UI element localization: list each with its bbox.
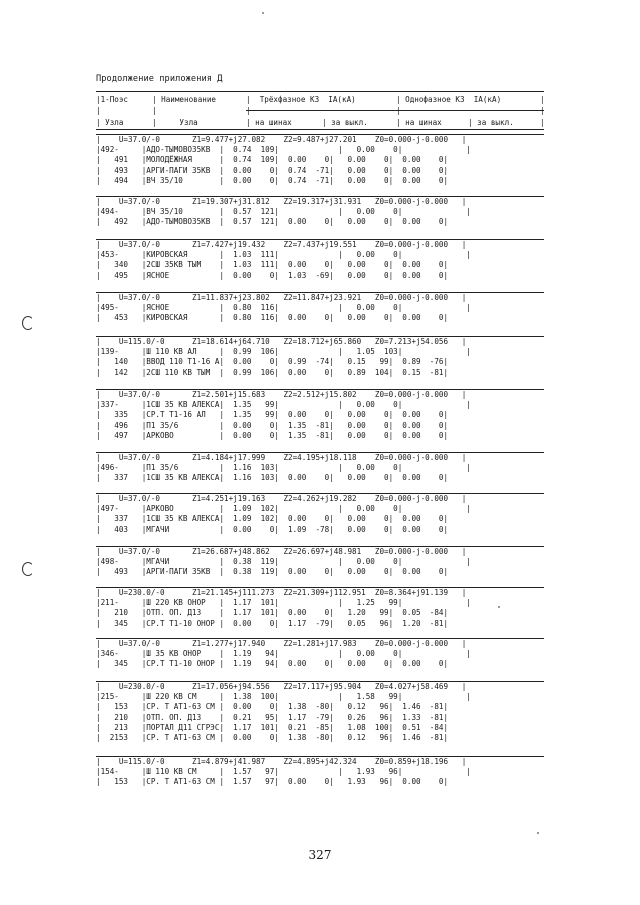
block-row: |495- |ЯСНОЕ | 0.80 116| | 0.00 0| | bbox=[96, 303, 471, 313]
block-params-line: | U=37.0/-0 Z1=26.687+j48.862 Z2=26.697+j48.981 Z0=0.000-j-0.000 | bbox=[96, 547, 467, 556]
fault-block bbox=[96, 292, 544, 324]
header-3ph-breaker: | за выкл. bbox=[322, 118, 368, 127]
fault-block bbox=[96, 452, 544, 484]
header-r2-a: | bbox=[96, 106, 101, 115]
fault-block bbox=[96, 389, 544, 441]
scan-speck bbox=[537, 832, 539, 834]
block-params-line: | U=37.0/-0 Z1=4.251+j19.163 Z2=4.262+j19.282 Z0=0.000-j-0.000 | bbox=[96, 494, 467, 503]
header-single-phase: | Однофазное КЗ IA(кА) bbox=[396, 95, 502, 104]
block-row: | 153 |СР. Т АТ1-63 СМ | 1.57 97| 0.00 0| 1.93 96| 0.00 0| bbox=[96, 777, 449, 787]
block-row: | 494 |ВЧ 35/10 | 0.00 0| 0.74 -71| 0.00 0| 0.00 0| bbox=[96, 175, 449, 185]
block-row: |215- |Ш 220 КВ СМ | 1.38 100| | 1.58 99| | bbox=[96, 692, 471, 702]
block-params-line: | U=37.0/-0 Z1=4.184+j17.999 Z2=4.195+j18.118 Z0=0.000-j-0.000 | bbox=[96, 453, 467, 462]
header-node-label: | Узла bbox=[96, 118, 124, 127]
header-1ph-busbar: | на шинах bbox=[396, 118, 442, 127]
fault-block bbox=[96, 756, 544, 788]
header-top-rule bbox=[96, 91, 544, 92]
block-row: | 492 |АДО-ТЫМОВО35КВ | 0.57 121| 0.00 0| 0.00 0| 0.00 0| bbox=[96, 217, 449, 227]
header-node-col: |1-Поэс bbox=[96, 95, 129, 104]
header-r2-b: | bbox=[152, 106, 157, 115]
block-row: |494- |ВЧ 35/10 | 0.57 121| | 0.00 0| | bbox=[96, 207, 471, 217]
block-row: | 493 |АРГИ-ПАГИ 35КВ | 0.00 0| 0.74 -71| 0.00 0| 0.00 0| bbox=[96, 165, 449, 175]
header-bottom-rule bbox=[96, 129, 544, 130]
block-row: | 337 |1СШ 35 КВ АЛЕКСА| 1.16 103| 0.00 0| 0.00 0| 0.00 0| bbox=[96, 473, 449, 483]
header-edge: | bbox=[540, 95, 545, 104]
fault-block bbox=[96, 638, 544, 670]
block-row: | 496 |П1 35/6 | 0.00 0| 1.35 -81| 0.00 0| 0.00 0| bbox=[96, 420, 449, 430]
block-row: |453- |КИРОВСКАЯ | 1.03 111| | 0.00 0| | bbox=[96, 250, 471, 260]
block-params-line: | U=230.0/-0 Z1=17.056+j94.556 Z2=17.117+j95.904 Z0=4.027+j58.469 | bbox=[96, 682, 467, 691]
scan-speck bbox=[498, 606, 500, 608]
block-params-line: | U=37.0/-0 Z1=9.477+j27.082 Z2=9.487+j27.201 Z0=0.000-j-0.000 | bbox=[96, 135, 467, 144]
scan-speck bbox=[262, 12, 264, 14]
block-row: | 340 |2СШ 35КВ ТЫМ | 1.03 111| 0.00 0| 0.00 0| 0.00 0| bbox=[96, 260, 449, 270]
block-row: | 210 |ОТП. ОП. Д13 | 0.21 95| 1.17 -79| 0.26 96| 1.33 -81| bbox=[96, 712, 449, 722]
fault-block bbox=[96, 336, 544, 378]
block-row: | 345 |СР.Т Т1-10 ОНОР | 1.19 94| 0.00 0| 0.00 0| 0.00 0| bbox=[96, 659, 449, 669]
block-params-line: | U=37.0/-0 Z1=19.307+j31.812 Z2=19.317+j31.931 Z0=0.000-j-0.000 | bbox=[96, 197, 467, 206]
block-params-line: | U=37.0/-0 Z1=1.277+j17.940 Z2=1.281+j17.983 Z0=0.000-j-0.000 | bbox=[96, 639, 467, 648]
block-row: | 495 |ЯСНОЕ | 0.00 0| 1.03 -69| 0.00 0| 0.00 0| bbox=[96, 270, 449, 280]
header-r2-e: | bbox=[540, 106, 545, 115]
block-params-line: | U=37.0/-0 Z1=2.501+j15.683 Z2=2.512+j15.802 Z0=0.000-j-0.000 | bbox=[96, 390, 467, 399]
fault-block bbox=[96, 134, 544, 186]
block-row: |139- |Ш 110 КВ АЛ | 0.99 106| | 1.05 103| | bbox=[96, 347, 471, 357]
fault-block bbox=[96, 493, 544, 535]
header-name-label: | Узла bbox=[152, 118, 198, 127]
fault-block bbox=[96, 196, 544, 228]
header-3ph-busbar: | на шинах bbox=[246, 118, 292, 127]
block-params-line: | U=37.0/-0 Z1=11.837+j23.802 Z2=11.847+j23.921 Z0=0.000-j-0.000 | bbox=[96, 293, 467, 302]
block-row: | 497 |АРКОВО | 0.00 0| 1.35 -81| 0.00 0| 0.00 0| bbox=[96, 430, 449, 440]
header-three-phase: | Трёхфазное КЗ IA(кА) bbox=[246, 95, 356, 104]
block-row: | 142 |2СШ 110 КВ ТЫМ | 0.99 106| 0.00 0| 0.89 104| 0.15 -81| bbox=[96, 367, 449, 377]
header-name-col: | Наименование bbox=[152, 95, 217, 104]
header-r2-d: | bbox=[396, 106, 401, 115]
block-row: |346- |Ш 35 КВ ОНОР | 1.19 94| | 0.00 0| | bbox=[96, 649, 471, 659]
header-r2-c: | bbox=[246, 106, 251, 115]
block-row: |498- |МГАЧИ | 0.38 119| | 0.00 0| | bbox=[96, 557, 471, 567]
block-row: |154- |Ш 110 КВ СМ | 1.57 97| | 1.93 96| | bbox=[96, 767, 471, 777]
punch-hole-icon bbox=[22, 562, 34, 576]
header-1ph-breaker: | за выкл. bbox=[468, 118, 514, 127]
block-row: |497- |АРКОВО | 1.09 102| | 0.00 0| | bbox=[96, 504, 471, 514]
block-row: | 140 |ВВОД 110 Т1-16 А| 0.00 0| 0.99 -74| 0.15 99| 0.89 -76| bbox=[96, 357, 449, 367]
header-subdivider-rule bbox=[246, 110, 544, 111]
block-row: |492- |АДО-ТЫМОВО35КВ | 0.74 109| | 0.00 0| | bbox=[96, 145, 471, 155]
punch-hole-icon bbox=[22, 316, 34, 330]
block-row: | 345 |СР.Т Т1-10 ОНОР | 0.00 0| 1.17 -79| 0.05 96| 1.20 -81| bbox=[96, 618, 449, 628]
block-row: | 210 |ОТП. ОП. Д13 | 1.17 101| 0.00 0| 1.20 99| 0.05 -84| bbox=[96, 608, 449, 618]
fault-block bbox=[96, 239, 544, 281]
block-row: | 213 |ПОРТАЛ Д11 СГРЭС| 1.17 101| 0.21 -85| 1.08 100| 0.51 -84| bbox=[96, 722, 449, 732]
block-row: |496- |П1 35/6 | 1.16 103| | 0.00 0| | bbox=[96, 463, 471, 473]
block-row: |211- |Ш 220 КВ ОНОР | 1.17 101| | 1.25 99| | bbox=[96, 598, 471, 608]
appendix-continuation-title: Продолжение приложения Д bbox=[96, 74, 223, 84]
block-row: |337- |1СШ 35 КВ АЛЕКСА| 1.35 99| | 0.00 0| | bbox=[96, 400, 471, 410]
block-params-line: | U=37.0/-0 Z1=7.427+j19.432 Z2=7.437+j19.551 Z0=0.000-j-0.000 | bbox=[96, 240, 467, 249]
block-row: | 335 |СР.Т Т1-16 АЛ | 1.35 99| 0.00 0| 0.00 0| 0.00 0| bbox=[96, 410, 449, 420]
block-row: | 493 |АРГИ-ПАГИ 35КВ | 0.38 119| 0.00 0| 0.00 0| 0.00 0| bbox=[96, 567, 449, 577]
header-r3-edge: | bbox=[540, 118, 545, 127]
page-number: 327 bbox=[308, 848, 332, 862]
block-params-line: | U=115.0/-0 Z1=4.879+j41.987 Z2=4.895+j42.324 Z0=0.859+j18.196 | bbox=[96, 757, 467, 766]
block-row: | 453 |КИРОВСКАЯ | 0.80 116| 0.00 0| 0.00 0| 0.00 0| bbox=[96, 313, 449, 323]
block-row: | 337 |1СШ 35 КВ АЛЕКСА| 1.09 102| 0.00 0| 0.00 0| 0.00 0| bbox=[96, 514, 449, 524]
block-row: | 2153 |СР. Т АТ1-63 СМ | 0.00 0| 1.38 -80| 0.12 96| 1.46 -81| bbox=[96, 732, 449, 742]
fault-block bbox=[96, 681, 544, 743]
block-row: | 403 |МГАЧИ | 0.00 0| 1.09 -78| 0.00 0| 0.00 0| bbox=[96, 524, 449, 534]
block-params-line: | U=115.0/-0 Z1=18.614+j64.710 Z2=18.712+j65.860 Z0=7.213+j54.056 | bbox=[96, 337, 467, 346]
block-params-line: | U=230.0/-0 Z1=21.145+j111.273 Z2=21.309+j112.951 Z0=8.364+j91.139 | bbox=[96, 588, 467, 597]
block-row: | 153 |СР. Т АТ1-63 СМ | 0.00 0| 1.38 -80| 0.12 96| 1.46 -81| bbox=[96, 702, 449, 712]
fault-block bbox=[96, 587, 544, 629]
fault-block bbox=[96, 546, 544, 578]
block-row: | 491 |МОЛОДЁЖНАЯ | 0.74 109| 0.00 0| 0.00 0| 0.00 0| bbox=[96, 155, 449, 165]
